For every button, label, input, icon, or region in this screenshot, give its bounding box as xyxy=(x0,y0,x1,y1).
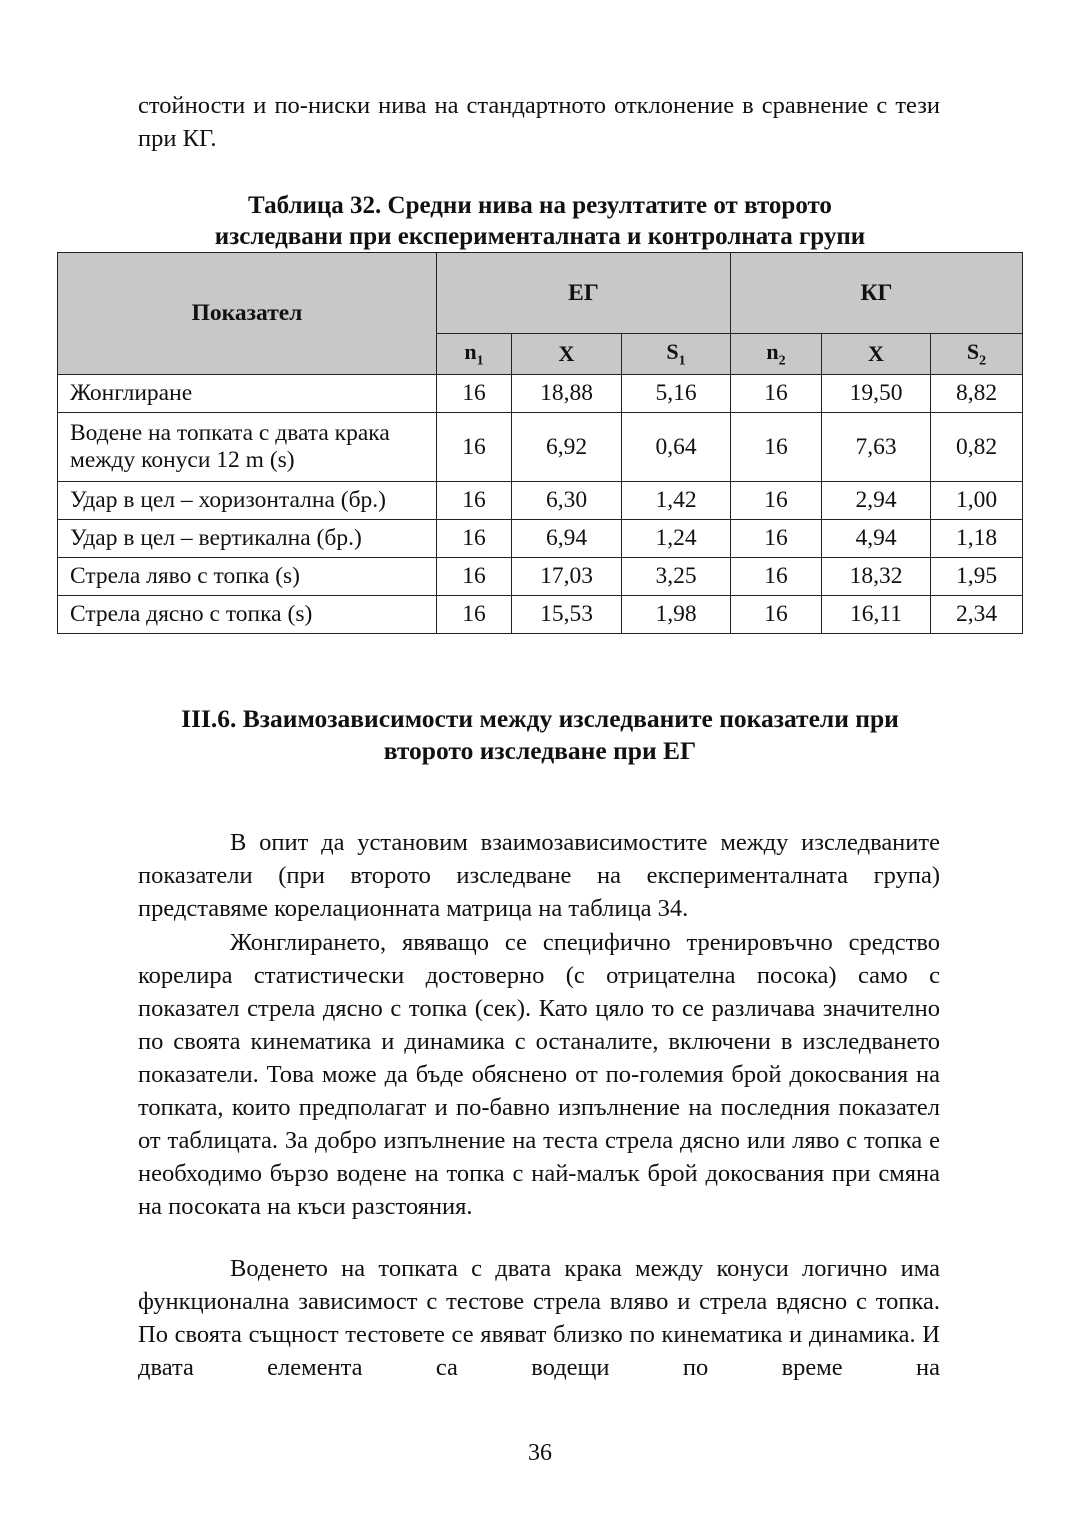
body-paragraph-1: В опит да установим взаимозависимостите между изследваните показатели (при второто изследване на експерименталната група) представяме корелационната матрица на таблица 34. xyxy=(138,829,940,922)
table-row xyxy=(58,520,1023,558)
table-row xyxy=(58,558,1023,596)
cell-n1: 16 xyxy=(437,596,512,634)
row-label: Водене на топката с двата крака между конуси 12 m (s) xyxy=(58,413,437,482)
section-heading xyxy=(120,703,960,767)
cell-x2: 2,94 xyxy=(822,482,931,520)
table-row xyxy=(58,482,1023,520)
page-number: 36 xyxy=(528,1440,552,1466)
header-group-kg: КГ xyxy=(731,253,1023,334)
cell-n2: 16 xyxy=(731,520,822,558)
cell-s1: 0,64 xyxy=(622,413,731,482)
header-n1: $n_1$ xyxy=(437,334,512,375)
header-s1: $S_1$ xyxy=(622,334,731,375)
cell-n2: 16 xyxy=(731,413,822,482)
table-caption xyxy=(120,190,960,252)
row-label: Стрела ляво с топка (s) xyxy=(58,558,437,596)
cell-s1: 3,25 xyxy=(622,558,731,596)
cell-n2: 16 xyxy=(731,482,822,520)
table-row xyxy=(58,413,1023,482)
section-heading-line-2: второто изследване при ЕГ xyxy=(383,736,697,765)
row-label: Жонглиране xyxy=(58,375,437,413)
cell-s2: 1,18 xyxy=(931,520,1023,558)
cell-s1: 1,98 xyxy=(622,596,731,634)
header-group-eg: ЕГ xyxy=(437,253,731,334)
table-row xyxy=(58,375,1023,413)
cell-x2: 18,32 xyxy=(822,558,931,596)
table-row xyxy=(58,596,1023,634)
cell-n1: 16 xyxy=(437,482,512,520)
cell-s2: 2,34 xyxy=(931,596,1023,634)
cell-n1: 16 xyxy=(437,375,512,413)
cell-x2: 16,11 xyxy=(822,596,931,634)
cell-x2: 19,50 xyxy=(822,375,931,413)
row-label: Стрела дясно с топка (s) xyxy=(58,596,437,634)
row-label: Удар в цел – вертикална (бр.) xyxy=(58,520,437,558)
cell-s2: 1,95 xyxy=(931,558,1023,596)
cell-x1: 17,03 xyxy=(512,558,622,596)
cell-x1: 6,30 xyxy=(512,482,622,520)
cell-n2: 16 xyxy=(731,558,822,596)
cell-x2: 4,94 xyxy=(822,520,931,558)
row-label: Удар в цел – хоризонтална (бр.) xyxy=(58,482,437,520)
cell-n2: 16 xyxy=(731,596,822,634)
cell-s1: 5,16 xyxy=(622,375,731,413)
cell-x1: 18,88 xyxy=(512,375,622,413)
cell-s2: 1,00 xyxy=(931,482,1023,520)
body-paragraph-2: Жонглирането, явяващо се специфично тренировъчно средство корелира статистически достоверно (с отрицателна посока) само с показател стрела дясно с топка (сек). Като цяло то се различава значително по своята кинематика и динамика с останалите, включени в изследването показатели. Това може да бъде обяснено от по-големия брой докосвания на топката, които предполагат и по-бавно изпълнение на последния показател от таблицата. За добро изпълнение на теста стрела дясно или ляво с топка е необходимо бързо водене на топка с най-малък брой докосвания при смяна на посоката на къси разстояния. xyxy=(138,929,940,1220)
cell-s1: 1,42 xyxy=(622,482,731,520)
cell-n2: 16 xyxy=(731,375,822,413)
cell-s2: 0,82 xyxy=(931,413,1023,482)
cell-n1: 16 xyxy=(437,413,512,482)
cell-n1: 16 xyxy=(437,520,512,558)
header-indicator: Показател xyxy=(58,253,437,375)
table-caption-line-1: Таблица 32. Средни нива на резултатите от второто xyxy=(248,192,832,219)
header-x-eg: X xyxy=(512,334,622,375)
cell-s2: 8,82 xyxy=(931,375,1023,413)
cell-n1: 16 xyxy=(437,558,512,596)
cell-s1: 1,24 xyxy=(622,520,731,558)
cell-x1: 15,53 xyxy=(512,596,622,634)
section-heading-line-1: III.6. Взаимозависимости между изследваните показатели при xyxy=(181,704,899,733)
results-table xyxy=(57,252,1023,634)
cell-x1: 6,94 xyxy=(512,520,622,558)
cell-x1: 6,92 xyxy=(512,413,622,482)
header-s2: $S_2$ xyxy=(931,334,1023,375)
header-n2: $n_2$ xyxy=(731,334,822,375)
body-paragraph-3: Воденето на топката с двата крака между конуси логично има функционална зависимост с тестове стрела вляво и стрела вдясно с топка. По своята същност тестовете се явяват близко по кинематика и динамика. И двата елемента са водещи по време на xyxy=(138,1255,940,1381)
intro-continuation-paragraph: стойности и по-ниски нива на стандартното отклонение в сравнение с тези при КГ. xyxy=(138,92,940,152)
table-caption-line-2: изследвани при експерименталната и контролната групи xyxy=(214,223,866,250)
cell-x2: 7,63 xyxy=(822,413,931,482)
header-x-kg: X xyxy=(822,334,931,375)
